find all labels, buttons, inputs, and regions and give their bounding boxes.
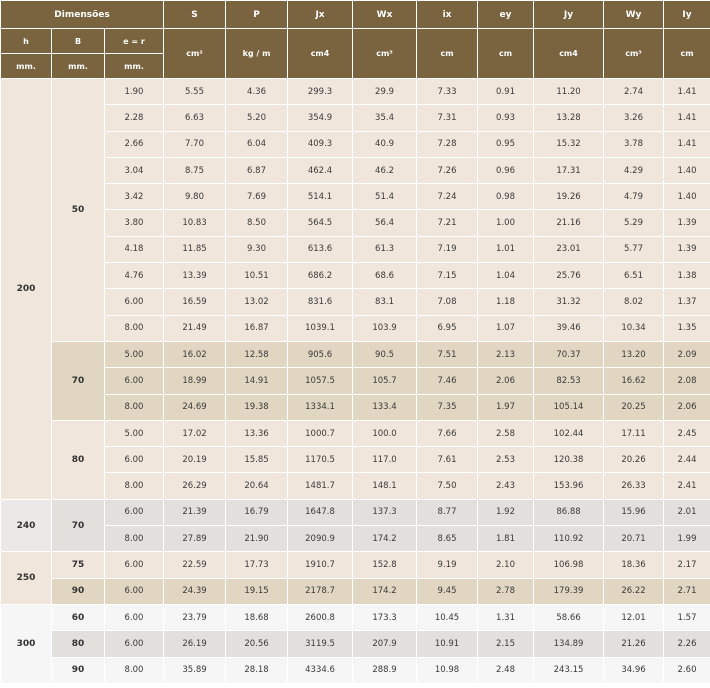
cell-value: 1000.7 — [288, 420, 353, 446]
cell-value: 86.88 — [534, 499, 604, 525]
cell-value: 7.15 — [417, 263, 478, 289]
header-dimensoes: Dimensões — [1, 1, 164, 29]
cell-value: 21.16 — [534, 210, 604, 236]
cell-value: 19.38 — [226, 394, 288, 420]
cell-value: 21.49 — [164, 315, 226, 341]
cell-e-r: 4.18 — [105, 236, 164, 262]
cell-value: 20.26 — [604, 447, 664, 473]
cell-b: 70 — [52, 499, 105, 552]
table-row — [1, 552, 710, 578]
cell-value: 243.15 — [534, 657, 604, 683]
cell-value: 34.96 — [604, 657, 664, 683]
cell-value: 15.32 — [534, 131, 604, 157]
cell-value: 24.69 — [164, 394, 226, 420]
cell-value: 70.37 — [534, 341, 604, 367]
cell-value: 6.51 — [604, 263, 664, 289]
cell-value: 1.01 — [478, 236, 534, 262]
cell-value: 207.9 — [353, 631, 417, 657]
cell-value: 905.6 — [288, 341, 353, 367]
cell-value: 1.97 — [478, 394, 534, 420]
table-row — [1, 236, 710, 262]
cell-value: 14.91 — [226, 368, 288, 394]
cell-e-r: 8.00 — [105, 394, 164, 420]
cell-value: 1910.7 — [288, 552, 353, 578]
cell-value: 1.41 — [664, 105, 710, 131]
cell-value: 1.07 — [478, 315, 534, 341]
cell-value: 2090.9 — [288, 526, 353, 552]
cell-value: 20.19 — [164, 447, 226, 473]
cell-value: 2.60 — [664, 657, 710, 683]
cell-value: 82.53 — [534, 368, 604, 394]
cell-value: 7.21 — [417, 210, 478, 236]
cell-value: 2.71 — [664, 578, 710, 604]
cell-value: 1.40 — [664, 157, 710, 183]
cell-value: 11.20 — [534, 79, 604, 105]
cell-e-r: 3.04 — [105, 157, 164, 183]
cell-e-r: 6.00 — [105, 499, 164, 525]
header-sub-b: B — [52, 29, 105, 54]
table-body — [1, 79, 710, 684]
cell-value: 18.36 — [604, 552, 664, 578]
table-row — [1, 604, 710, 630]
cell-value: 6.04 — [226, 131, 288, 157]
cell-value: 117.0 — [353, 447, 417, 473]
cell-value: 9.19 — [417, 552, 478, 578]
cell-value: 0.93 — [478, 105, 534, 131]
cell-value: 10.83 — [164, 210, 226, 236]
header-unit-e-r: mm. — [105, 54, 164, 79]
cell-e-r: 5.00 — [105, 420, 164, 446]
header-col-wy: Wy — [604, 1, 664, 29]
cell-e-r: 1.90 — [105, 79, 164, 105]
cell-value: 5.77 — [604, 236, 664, 262]
cell-value: 1057.5 — [288, 368, 353, 394]
table-row — [1, 131, 710, 157]
cell-value: 40.9 — [353, 131, 417, 157]
cell-value: 56.4 — [353, 210, 417, 236]
cell-value: 10.45 — [417, 604, 478, 630]
cell-value: 20.71 — [604, 526, 664, 552]
table-row — [1, 157, 710, 183]
cell-value: 21.39 — [164, 499, 226, 525]
cell-value: 18.68 — [226, 604, 288, 630]
cell-value: 1.81 — [478, 526, 534, 552]
cell-value: 23.01 — [534, 236, 604, 262]
cell-value: 3.78 — [604, 131, 664, 157]
cell-value: 28.18 — [226, 657, 288, 683]
cell-value: 13.20 — [604, 341, 664, 367]
cell-value: 0.96 — [478, 157, 534, 183]
cell-value: 20.64 — [226, 473, 288, 499]
cell-value: 7.50 — [417, 473, 478, 499]
header-col-iy: Iy — [664, 1, 710, 29]
cell-value: 7.69 — [226, 184, 288, 210]
cell-value: 105.7 — [353, 368, 417, 394]
cell-value: 2.01 — [664, 499, 710, 525]
cell-value: 26.22 — [604, 578, 664, 604]
cell-e-r: 8.00 — [105, 315, 164, 341]
cell-value: 0.95 — [478, 131, 534, 157]
cell-value: 1.39 — [664, 210, 710, 236]
header-unit-ix: cm — [417, 29, 478, 79]
cell-value: 58.66 — [534, 604, 604, 630]
cell-e-r: 3.80 — [105, 210, 164, 236]
table-row — [1, 341, 710, 367]
cell-value: 2.17 — [664, 552, 710, 578]
cell-value: 4.79 — [604, 184, 664, 210]
table-row — [1, 263, 710, 289]
table-row — [1, 210, 710, 236]
cell-value: 8.75 — [164, 157, 226, 183]
cell-b: 60 — [52, 604, 105, 630]
cell-value: 1.92 — [478, 499, 534, 525]
cell-value: 173.3 — [353, 604, 417, 630]
cell-e-r: 2.28 — [105, 105, 164, 131]
cell-value: 17.11 — [604, 420, 664, 446]
cell-value: 6.63 — [164, 105, 226, 131]
table-header — [1, 1, 710, 79]
cell-value: 6.95 — [417, 315, 478, 341]
cell-e-r: 8.00 — [105, 657, 164, 683]
table-row — [1, 315, 710, 341]
header-col-ey: ey — [478, 1, 534, 29]
header-unit-iy: cm — [664, 29, 710, 79]
cell-value: 2.43 — [478, 473, 534, 499]
table-row — [1, 394, 710, 420]
cell-value: 8.77 — [417, 499, 478, 525]
cell-value: 3119.5 — [288, 631, 353, 657]
cell-value: 105.14 — [534, 394, 604, 420]
cell-value: 35.4 — [353, 105, 417, 131]
cell-value: 51.4 — [353, 184, 417, 210]
cell-value: 5.20 — [226, 105, 288, 131]
header-unit-jy: cm4 — [534, 29, 604, 79]
cell-value: 7.66 — [417, 420, 478, 446]
cell-value: 9.45 — [417, 578, 478, 604]
cell-value: 134.89 — [534, 631, 604, 657]
header-col-jx: Jx — [288, 1, 353, 29]
cell-value: 174.2 — [353, 526, 417, 552]
cell-e-r: 6.00 — [105, 578, 164, 604]
cell-value: 179.39 — [534, 578, 604, 604]
cell-h: 240 — [1, 499, 52, 552]
cell-value: 15.85 — [226, 447, 288, 473]
cell-e-r: 6.00 — [105, 368, 164, 394]
cell-e-r: 6.00 — [105, 604, 164, 630]
cell-value: 2.10 — [478, 552, 534, 578]
header-sub-h: h — [1, 29, 52, 54]
table-row — [1, 368, 710, 394]
cell-value: 120.38 — [534, 447, 604, 473]
cell-value: 1334.1 — [288, 394, 353, 420]
cell-value: 17.73 — [226, 552, 288, 578]
cell-value: 2.45 — [664, 420, 710, 446]
cell-value: 4.29 — [604, 157, 664, 183]
cell-value: 25.76 — [534, 263, 604, 289]
cell-value: 35.89 — [164, 657, 226, 683]
cell-value: 21.90 — [226, 526, 288, 552]
cell-value: 7.46 — [417, 368, 478, 394]
cell-value: 20.25 — [604, 394, 664, 420]
cell-value: 1039.1 — [288, 315, 353, 341]
cell-value: 12.58 — [226, 341, 288, 367]
cell-value: 1.18 — [478, 289, 534, 315]
header-col-jy: Jy — [534, 1, 604, 29]
cell-value: 7.26 — [417, 157, 478, 183]
cell-value: 5.55 — [164, 79, 226, 105]
cell-value: 409.3 — [288, 131, 353, 157]
cell-value: 10.98 — [417, 657, 478, 683]
cell-value: 1.99 — [664, 526, 710, 552]
cell-value: 8.50 — [226, 210, 288, 236]
cell-value: 102.44 — [534, 420, 604, 446]
cell-value: 7.33 — [417, 79, 478, 105]
cell-value: 9.80 — [164, 184, 226, 210]
header-unit-b: mm. — [52, 54, 105, 79]
cell-value: 10.51 — [226, 263, 288, 289]
cell-value: 1647.8 — [288, 499, 353, 525]
cell-value: 514.1 — [288, 184, 353, 210]
header-col-ix: ix — [417, 1, 478, 29]
cell-value: 17.02 — [164, 420, 226, 446]
cell-value: 1.38 — [664, 263, 710, 289]
cell-value: 354.9 — [288, 105, 353, 131]
cell-value: 564.5 — [288, 210, 353, 236]
table-row — [1, 631, 710, 657]
header-unit-wy: cm³ — [604, 29, 664, 79]
cell-value: 31.32 — [534, 289, 604, 315]
cell-b: 50 — [52, 79, 105, 342]
cell-value: 6.87 — [226, 157, 288, 183]
cell-e-r: 4.76 — [105, 263, 164, 289]
cell-value: 2.53 — [478, 447, 534, 473]
header-sub-e-r: e = r — [105, 29, 164, 54]
table-row — [1, 289, 710, 315]
cell-b: 80 — [52, 420, 105, 499]
cell-value: 13.28 — [534, 105, 604, 131]
cell-value: 831.6 — [288, 289, 353, 315]
cell-value: 8.02 — [604, 289, 664, 315]
cell-e-r: 8.00 — [105, 526, 164, 552]
cell-value: 288.9 — [353, 657, 417, 683]
table-row — [1, 105, 710, 131]
cell-value: 13.39 — [164, 263, 226, 289]
cell-e-r: 3.42 — [105, 184, 164, 210]
cell-value: 1481.7 — [288, 473, 353, 499]
cell-value: 2.58 — [478, 420, 534, 446]
cell-value: 29.9 — [353, 79, 417, 105]
cell-b: 75 — [52, 552, 105, 578]
cell-value: 10.34 — [604, 315, 664, 341]
cell-value: 100.0 — [353, 420, 417, 446]
cell-value: 2.78 — [478, 578, 534, 604]
cell-value: 613.6 — [288, 236, 353, 262]
cell-e-r: 8.00 — [105, 473, 164, 499]
cell-value: 26.19 — [164, 631, 226, 657]
cell-b: 90 — [52, 578, 105, 604]
cell-value: 7.19 — [417, 236, 478, 262]
cell-value: 2.09 — [664, 341, 710, 367]
cell-value: 12.01 — [604, 604, 664, 630]
cell-value: 26.29 — [164, 473, 226, 499]
table-row — [1, 420, 710, 446]
cell-b: 70 — [52, 341, 105, 420]
cell-value: 2.41 — [664, 473, 710, 499]
cell-value: 23.79 — [164, 604, 226, 630]
cell-value: 4.36 — [226, 79, 288, 105]
cell-value: 152.8 — [353, 552, 417, 578]
cell-value: 7.28 — [417, 131, 478, 157]
cell-value: 2.26 — [664, 631, 710, 657]
cell-value: 7.51 — [417, 341, 478, 367]
table-row — [1, 447, 710, 473]
table-row — [1, 526, 710, 552]
cell-value: 7.31 — [417, 105, 478, 131]
cell-value: 10.91 — [417, 631, 478, 657]
cell-value: 20.56 — [226, 631, 288, 657]
header-unit-ey: cm — [478, 29, 534, 79]
cell-value: 19.26 — [534, 184, 604, 210]
table-row — [1, 657, 710, 683]
cell-value: 299.3 — [288, 79, 353, 105]
cell-value: 174.2 — [353, 578, 417, 604]
table-row — [1, 499, 710, 525]
cell-value: 133.4 — [353, 394, 417, 420]
cell-e-r: 5.00 — [105, 341, 164, 367]
cell-value: 106.98 — [534, 552, 604, 578]
cell-value: 27.89 — [164, 526, 226, 552]
cell-value: 7.35 — [417, 394, 478, 420]
cell-e-r: 6.00 — [105, 447, 164, 473]
cell-value: 153.96 — [534, 473, 604, 499]
cell-value: 1.39 — [664, 236, 710, 262]
cell-value: 1.04 — [478, 263, 534, 289]
cell-value: 1.37 — [664, 289, 710, 315]
header-unit-s: cm² — [164, 29, 226, 79]
cell-value: 1.41 — [664, 131, 710, 157]
cell-value: 26.33 — [604, 473, 664, 499]
cell-e-r: 6.00 — [105, 631, 164, 657]
cell-value: 0.91 — [478, 79, 534, 105]
table-row — [1, 578, 710, 604]
cell-value: 103.9 — [353, 315, 417, 341]
cell-value: 2.06 — [478, 368, 534, 394]
cell-value: 17.31 — [534, 157, 604, 183]
cell-value: 18.99 — [164, 368, 226, 394]
cell-value: 68.6 — [353, 263, 417, 289]
cell-value: 8.65 — [417, 526, 478, 552]
cell-value: 2.15 — [478, 631, 534, 657]
cell-value: 13.02 — [226, 289, 288, 315]
cell-value: 7.24 — [417, 184, 478, 210]
cell-value: 2.48 — [478, 657, 534, 683]
cell-value: 16.59 — [164, 289, 226, 315]
cell-value: 7.70 — [164, 131, 226, 157]
table-row — [1, 473, 710, 499]
header-unit-jx: cm4 — [288, 29, 353, 79]
header-unit-p: kg / m — [226, 29, 288, 79]
cell-e-r: 6.00 — [105, 289, 164, 315]
cell-value: 1.00 — [478, 210, 534, 236]
cell-value: 9.30 — [226, 236, 288, 262]
cell-value: 2178.7 — [288, 578, 353, 604]
cell-value: 3.26 — [604, 105, 664, 131]
cell-value: 2.13 — [478, 341, 534, 367]
cell-value: 46.2 — [353, 157, 417, 183]
cell-value: 39.46 — [534, 315, 604, 341]
cell-value: 1.31 — [478, 604, 534, 630]
header-unit-h: mm. — [1, 54, 52, 79]
cell-value: 1.40 — [664, 184, 710, 210]
cell-value: 1.41 — [664, 79, 710, 105]
header-col-p: P — [226, 1, 288, 29]
cell-value: 5.29 — [604, 210, 664, 236]
cell-value: 21.26 — [604, 631, 664, 657]
cell-value: 148.1 — [353, 473, 417, 499]
cell-value: 16.02 — [164, 341, 226, 367]
table-row — [1, 79, 710, 105]
cell-value: 1170.5 — [288, 447, 353, 473]
cell-value: 13.36 — [226, 420, 288, 446]
cell-value: 61.3 — [353, 236, 417, 262]
cell-value: 1.57 — [664, 604, 710, 630]
cell-value: 4334.6 — [288, 657, 353, 683]
cell-value: 19.15 — [226, 578, 288, 604]
cell-value: 7.08 — [417, 289, 478, 315]
cell-value: 2.08 — [664, 368, 710, 394]
cell-value: 83.1 — [353, 289, 417, 315]
cell-value: 686.2 — [288, 263, 353, 289]
cell-e-r: 6.00 — [105, 552, 164, 578]
table-row — [1, 184, 710, 210]
cell-value: 22.59 — [164, 552, 226, 578]
cell-h: 250 — [1, 552, 52, 605]
cell-e-r: 2.66 — [105, 131, 164, 157]
cell-value: 1.35 — [664, 315, 710, 341]
cell-value: 7.61 — [417, 447, 478, 473]
cell-value: 2.44 — [664, 447, 710, 473]
cell-h: 200 — [1, 79, 52, 500]
cell-value: 137.3 — [353, 499, 417, 525]
cell-value: 110.92 — [534, 526, 604, 552]
cell-value: 16.87 — [226, 315, 288, 341]
cell-value: 2600.8 — [288, 604, 353, 630]
header-col-s: S — [164, 1, 226, 29]
header-unit-wx: cm³ — [353, 29, 417, 79]
cell-value: 90.5 — [353, 341, 417, 367]
cell-value: 2.74 — [604, 79, 664, 105]
cell-value: 24.39 — [164, 578, 226, 604]
cell-b: 80 — [52, 631, 105, 657]
cell-b: 90 — [52, 657, 105, 683]
cell-value: 15.96 — [604, 499, 664, 525]
cell-value: 11.85 — [164, 236, 226, 262]
cell-value: 16.79 — [226, 499, 288, 525]
cell-value: 462.4 — [288, 157, 353, 183]
cell-value: 0.98 — [478, 184, 534, 210]
cell-value: 16.62 — [604, 368, 664, 394]
cell-h: 300 — [1, 604, 52, 683]
header-col-wx: Wx — [353, 1, 417, 29]
cell-value: 2.06 — [664, 394, 710, 420]
